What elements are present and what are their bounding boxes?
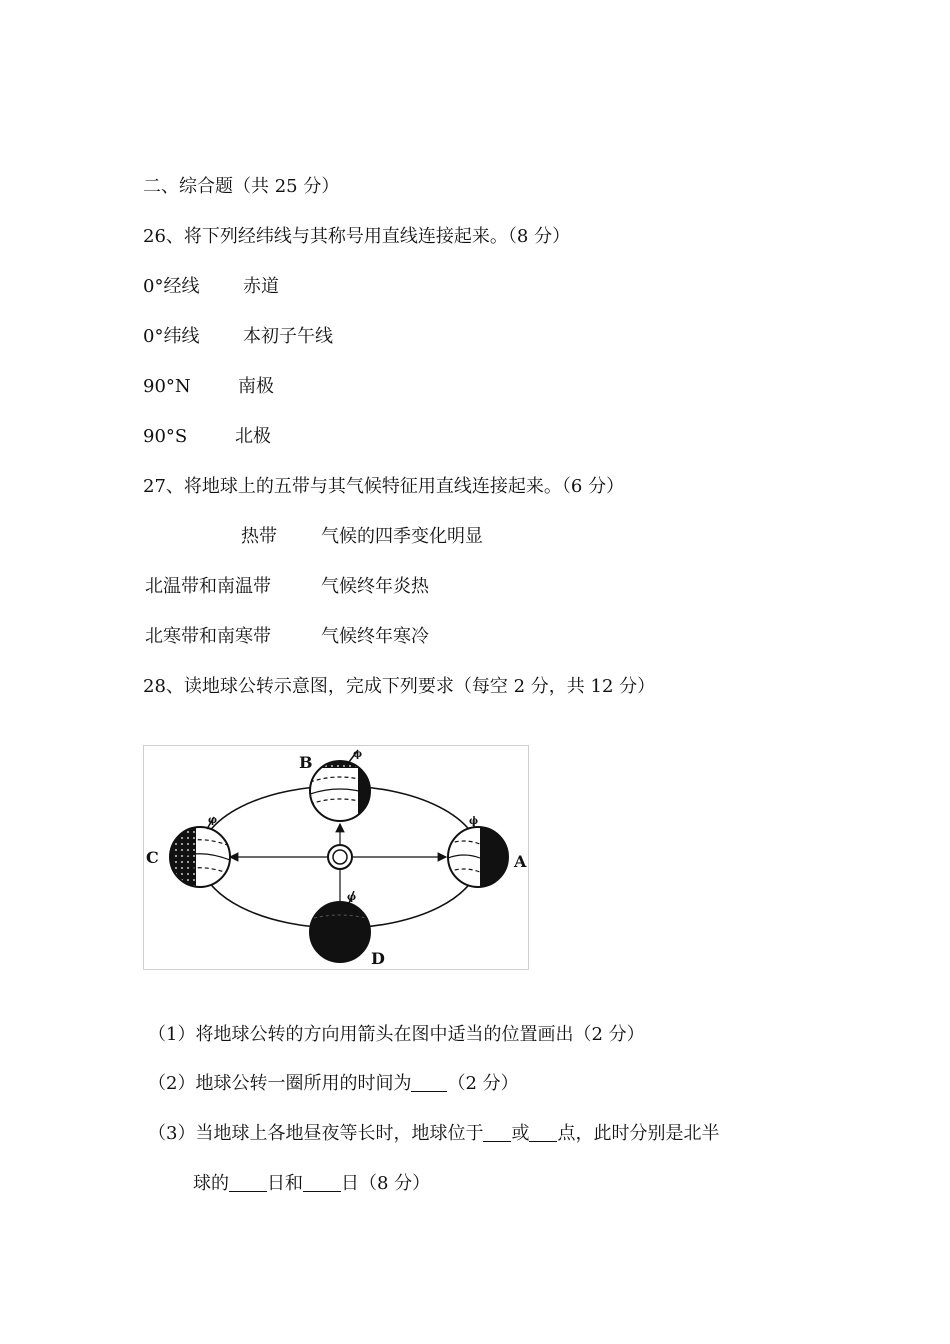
earth-revolution-diagram xyxy=(143,745,529,970)
q27-right-1: 气候的四季变化明显 xyxy=(321,526,483,547)
earth-d-icon xyxy=(310,891,370,962)
q26-right-3: 南极 xyxy=(238,376,274,397)
q28-sub3-cont: 球的 日和 日（8 分） xyxy=(193,1173,431,1194)
q26-left-3: 90°N xyxy=(143,376,191,397)
section-title: 二、综合题（共 25 分） xyxy=(143,176,340,197)
q27-prompt: 27、将地球上的五带与其气候特征用直线连接起来。（6 分） xyxy=(143,476,625,497)
earth-a-icon xyxy=(448,816,514,896)
q28-sub3: （3）当地球上各地昼夜等长时，地球位于 或 点，此时分别是北半 xyxy=(148,1123,720,1144)
q26-right-2: 本初子午线 xyxy=(243,326,333,347)
q28-prompt: 28、读地球公转示意图，完成下列要求（每空 2 分，共 12 分） xyxy=(143,676,656,697)
label-c: C xyxy=(146,848,159,867)
q26-right-4: 北极 xyxy=(235,426,271,447)
q26-left-4: 90°S xyxy=(143,426,188,447)
svg-text:φ: φ xyxy=(353,749,363,760)
q27-right-3: 气候终年寒冷 xyxy=(321,626,429,647)
q27-left-2: 北温带和南温带 xyxy=(145,576,271,597)
q28-sub1: （1）将地球公转的方向用箭头在图中适当的位置画出（2 分） xyxy=(148,1024,645,1045)
earth-b-icon xyxy=(304,749,384,831)
svg-text:φ: φ xyxy=(208,815,218,826)
q26-left-2: 0°纬线 xyxy=(143,326,200,347)
q27-right-2: 气候终年炎热 xyxy=(321,576,429,597)
label-b: B xyxy=(299,753,313,772)
answer-blank[interactable] xyxy=(483,1123,511,1142)
sun-icon xyxy=(328,845,352,869)
q27-left-3: 北寒带和南寒带 xyxy=(145,626,271,647)
earth-c-icon xyxy=(164,815,230,896)
answer-blank[interactable] xyxy=(529,1123,557,1142)
label-d: D xyxy=(371,949,385,968)
svg-text:φ: φ xyxy=(469,816,479,827)
answer-blank[interactable] xyxy=(303,1173,341,1192)
svg-text:φ: φ xyxy=(347,892,357,903)
q26-left-1: 0°经线 xyxy=(143,276,200,297)
label-a: A xyxy=(514,852,527,871)
answer-blank[interactable] xyxy=(229,1173,267,1192)
q26-prompt: 26、将下列经纬线与其称号用直线连接起来。（8 分） xyxy=(143,226,571,247)
q28-sub2: （2）地球公转一圈所用的时间为 （2 分） xyxy=(148,1073,519,1094)
q27-left-1: 热带 xyxy=(241,526,277,547)
answer-blank[interactable] xyxy=(411,1073,447,1092)
q26-right-1: 赤道 xyxy=(243,276,279,297)
